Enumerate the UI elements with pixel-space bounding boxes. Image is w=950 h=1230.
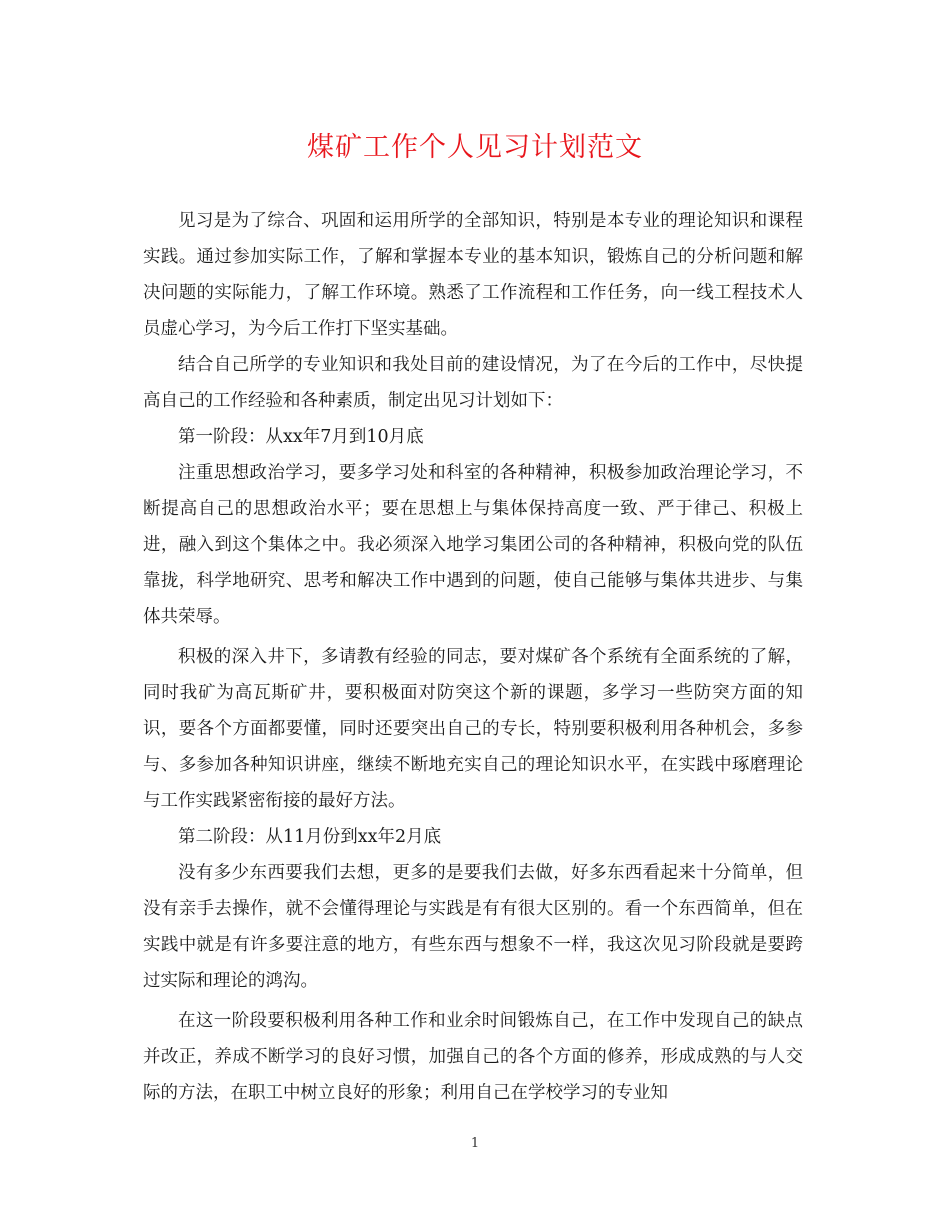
page-number: 1 — [470, 1136, 480, 1151]
paragraph-stage-two-training: 在这一阶段要积极利用各种工作和业余时间锻炼自己，在工作中发现自己的缺点并改正，养成不断学习的良好习惯，加强自己的各个方面的修养，形成成熟的与人交际的方法，在职工中树立良好的形象；利用自己在学校学习的专业知 — [143, 1011, 803, 1103]
stage-two-heading: 第二阶段：从11月份到xx年2月底 — [178, 827, 442, 847]
document-body — [143, 203, 803, 1111]
paragraph-stage-one-politics: 注重思想政治学习，要多学习处和科室的各种精神，积极参加政治理论学习，不断提高自己的思想政治水平；要在思想上与集体保持高度一致、严于律己、积极上进，融入到这个集体之中。我必须深入地学习集团公司的各种精神，积极向党的队伍靠拢，科学地研究、思考和解决工作中遇到的问题，使自己能够与集体共进步、与集体共荣辱。 — [143, 463, 803, 627]
document-title: 煤矿工作个人见习计划范文 — [307, 132, 643, 163]
paragraph-plan-intro: 结合自己所学的专业知识和我处目前的建设情况，为了在今后的工作中，尽快提高自己的工作经验和各种素质，制定出见习计划如下： — [143, 355, 803, 411]
paragraph-intro: 见习是为了综合、巩固和运用所学的全部知识，特别是本专业的理论知识和课程实践。通过参加实际工作，了解和掌握本专业的基本知识，锻炼自己的分析问题和解决问题的实际能力，了解工作环境。熟悉了工作流程和工作任务，向一线工程技术人员虚心学习，为今后工作打下坚实基础。 — [143, 211, 803, 339]
paragraph-stage-two-practice: 没有多少东西要我们去想，更多的是要我们去做，好多东西看起来十分简单，但没有亲手去操作，就不会懂得理论与实践是有有很大区别的。看一个东西简单，但在实践中就是有许多要注意的地方，有些东西与想象不一样，我这次见习阶段就是要跨过实际和理论的鸿沟。 — [143, 863, 803, 991]
stage-one-heading: 第一阶段：从xx年7月到10月底 — [178, 427, 424, 447]
paragraph-stage-one-underground: 积极的深入井下，多请教有经验的同志，要对煤矿各个系统有全面系统的了解，同时我矿为高瓦斯矿井，要积极面对防突这个新的课题，多学习一些防突方面的知识，要各个方面都要懂，同时还要突出自己的专长，特别要积极利用各种机会，多参与、多参加各种知识讲座，继续不断地充实自己的理论知识水平，在实践中琢磨理论与工作实践紧密衔接的最好方法。 — [143, 647, 803, 811]
